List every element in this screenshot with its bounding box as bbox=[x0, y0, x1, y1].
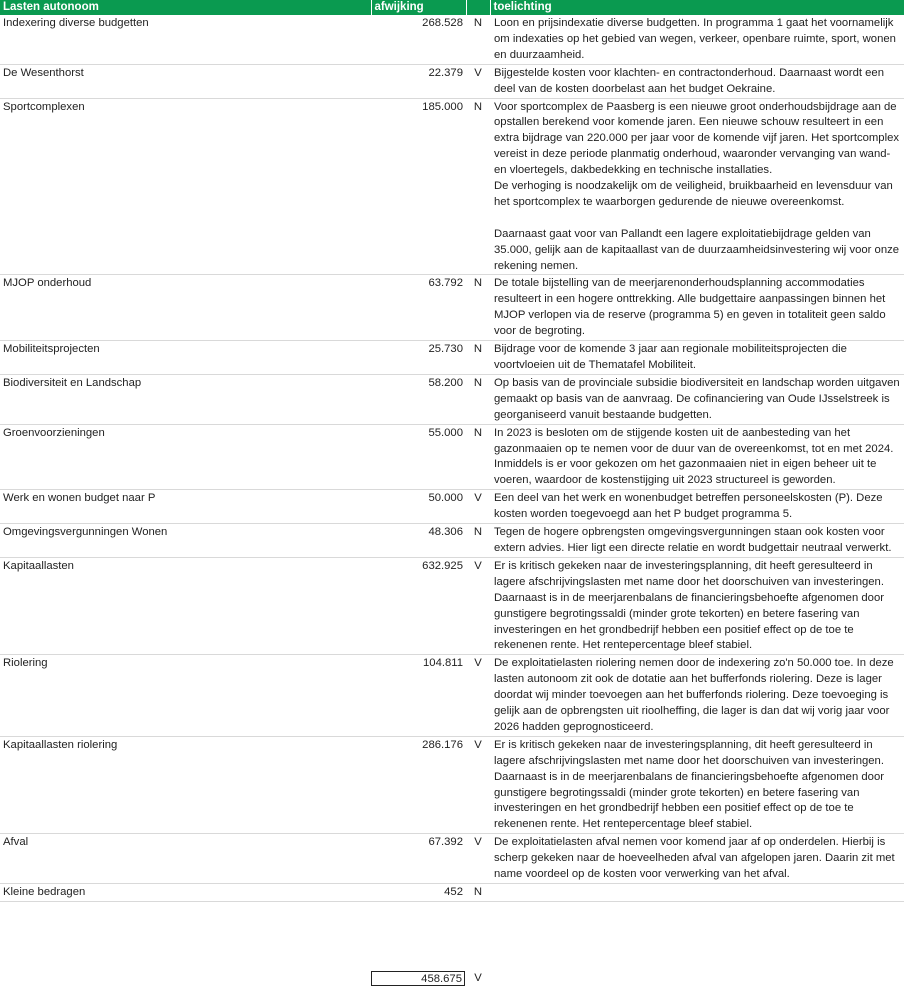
row-name: Biodiversiteit en Landschap bbox=[0, 374, 371, 424]
row-toelichting bbox=[490, 524, 904, 558]
row-toelichting bbox=[490, 655, 904, 737]
toelichting-paragraph: Bijdrage voor de komende 3 jaar aan regionale mobiliteitsprojecten die voortvloeien uit de Thematafel Mobiliteit. bbox=[494, 343, 847, 372]
row-name: Sportcomplexen bbox=[0, 98, 371, 275]
toelichting-paragraph: Voor sportcomplex de Paasberg is een nieuwe groot onderhoudsbijdrage aan de opstallen berekend voor komende jaren. Een nieuwe schouw resulteert in een extra bijdrage van 220.000 per jaar voor de komende vijf jaren. Het sportcomplex vereist in deze periode planmatig onderhoud, waaronder vervanging van wand- en vloertegels, dakbedekking en technische installaties. bbox=[494, 100, 900, 177]
row-name: Afval bbox=[0, 834, 371, 884]
row-toelichting bbox=[490, 64, 904, 98]
row-toelichting bbox=[490, 424, 904, 490]
toelichting-paragraph: Bijgestelde kosten voor klachten- en contractonderhoud. Daarnaast wordt een deel van de kosten doorbelast aan het budget Oekraine. bbox=[494, 66, 884, 95]
row-toelichting bbox=[490, 15, 904, 64]
row-toelichting bbox=[490, 557, 904, 654]
table-row bbox=[0, 424, 904, 490]
table-row bbox=[0, 374, 904, 424]
row-amount: 25.730 bbox=[371, 341, 466, 375]
row-flag: V bbox=[466, 834, 490, 884]
table-row bbox=[0, 524, 904, 558]
row-flag: N bbox=[466, 374, 490, 424]
header-flag bbox=[466, 0, 490, 15]
table-row bbox=[0, 736, 904, 833]
toelichting-paragraph: Tegen de hogere opbrengsten omgevingsvergunningen staan ook kosten voor extern advies. Hier ligt een directe relatie en wordt budgettair neutraal verwerkt. bbox=[494, 526, 892, 554]
toelichting-paragraph: De verhoging is noodzakelijk om de veiligheid, bruikbaarheid en levensduur van het sportcomplex te waarborgen gedurende de nieuwe overeenkomst. bbox=[494, 180, 893, 208]
row-amount: 67.392 bbox=[371, 834, 466, 884]
row-name: Indexering diverse budgetten bbox=[0, 15, 371, 64]
table-row bbox=[0, 490, 904, 524]
table-body bbox=[0, 15, 904, 901]
row-flag: V bbox=[466, 557, 490, 654]
row-toelichting bbox=[490, 275, 904, 341]
row-name: MJOP onderhoud bbox=[0, 275, 371, 341]
toelichting-paragraph: Een deel van het werk en wonenbudget betreffen personeelskosten (P). Deze kosten worden toegevoegd aan het P budget programma 5. bbox=[494, 492, 883, 521]
row-flag: N bbox=[466, 15, 490, 64]
row-flag: N bbox=[466, 98, 490, 275]
table-row bbox=[0, 655, 904, 737]
row-name: Riolering bbox=[0, 655, 371, 737]
row-toelichting bbox=[490, 736, 904, 833]
row-amount: 48.306 bbox=[371, 524, 466, 558]
row-toelichting bbox=[490, 341, 904, 375]
row-flag: V bbox=[466, 655, 490, 737]
row-amount: 268.528 bbox=[371, 15, 466, 64]
row-name: Kapitaallasten bbox=[0, 557, 371, 654]
row-amount: 286.176 bbox=[371, 736, 466, 833]
row-toelichting bbox=[490, 374, 904, 424]
row-amount: 50.000 bbox=[371, 490, 466, 524]
row-amount: 185.000 bbox=[371, 98, 466, 275]
row-name: Mobiliteitsprojecten bbox=[0, 341, 371, 375]
table-row bbox=[0, 341, 904, 375]
row-amount: 632.925 bbox=[371, 557, 466, 654]
toelichting-paragraph: De exploitatielasten riolering nemen door de indexering zo'n 50.000 toe. In deze lasten autonoom zit ook de dotatie aan het bufferfonds riolering. Deze is lager doordat wij minder toevoegen aan het bufferfonds riolering. Deze toevoeging is gelijk aan de opbrengsten uit rioolheffing, die lager is dan dat wij vorig jaar voor 2026 hadden geprognosticeerd. bbox=[494, 657, 894, 733]
row-flag: N bbox=[466, 341, 490, 375]
row-flag: V bbox=[466, 64, 490, 98]
row-toelichting bbox=[490, 884, 904, 902]
toelichting-paragraph: Er is kritisch gekeken naar de investeringsplanning, dit heeft geresulteerd in lagere afschrijvingslasten met name door het doorschuiven van investeringen. Daarnaast is in de meerjarenbalans de financieringsbehoefte afgenomen door gunstigere begrotingssaldi (minder grote tekorten) en betere fasering van investeringen en het grondbedrijf hebben een positief effect op de toe te rekenenen rente. Het rentepercentage bleef stabiel. bbox=[494, 559, 884, 652]
row-amount: 55.000 bbox=[371, 424, 466, 490]
row-toelichting bbox=[490, 98, 904, 275]
row-name: De Wesenthorst bbox=[0, 64, 371, 98]
toelichting-paragraph: Loon en prijsindexatie diverse budgetten. In programma 1 gaat het voornamelijk om indexaties op het gebied van wegen, verkeer, openbare ruimte, sport, wonen en duurzaamheid. bbox=[494, 17, 896, 61]
toelichting-paragraph: In 2023 is besloten om de stijgende kosten uit de aanbesteding van het gazonmaaien op te nemen voor de duur van de overeenkomst, tot en met 2024. Inmiddels is er voor gekozen om het gazonmaaien niet in eigen beheer uit te voeren, waardoor de kostenstijging uit 2023 structureel is geworden. bbox=[494, 426, 894, 487]
row-toelichting bbox=[490, 490, 904, 524]
row-amount: 22.379 bbox=[371, 64, 466, 98]
row-amount: 104.811 bbox=[371, 655, 466, 737]
row-flag: V bbox=[466, 490, 490, 524]
header-afwijking: afwijking bbox=[371, 0, 466, 15]
row-amount: 58.200 bbox=[371, 374, 466, 424]
row-name: Werk en wonen budget naar P bbox=[0, 490, 371, 524]
header-lasten-autonoom: Lasten autonoom bbox=[0, 0, 371, 15]
table-row bbox=[0, 64, 904, 98]
toelichting-paragraph: De totale bijstelling van de meerjarenonderhoudsplanning accommodaties resulteert in een hogere onttrekking. Alle budgettaire aanpassingen binnen het MJOP verlopen via de reserve (programma 5) en geven in totaliteit geen saldo voor de begroting. bbox=[494, 277, 886, 338]
row-amount: 63.792 bbox=[371, 275, 466, 341]
table-row bbox=[0, 275, 904, 341]
toelichting-paragraph: De exploitatielasten afval nemen voor komend jaar af op onderdelen. Hierbij is scherp gekeken naar de hoeveelheden afval van afgelopen jaren. Daarin zit met name voordeel op de kosten voor verwerking van het afval. bbox=[494, 836, 895, 881]
total-amount: 458.675 bbox=[371, 971, 465, 986]
row-flag: N bbox=[466, 524, 490, 558]
header-toelichting: toelichting bbox=[490, 0, 904, 15]
total-flag: V bbox=[474, 972, 482, 984]
table-header bbox=[0, 0, 904, 15]
table-row bbox=[0, 557, 904, 654]
row-name: Kleine bedragen bbox=[0, 884, 371, 902]
row-flag: N bbox=[466, 884, 490, 902]
table-row bbox=[0, 15, 904, 64]
row-flag: V bbox=[466, 736, 490, 833]
row-flag: N bbox=[466, 424, 490, 490]
table-row bbox=[0, 834, 904, 884]
row-flag: N bbox=[466, 275, 490, 341]
table-row bbox=[0, 98, 904, 275]
toelichting-paragraph: Op basis van de provinciale subsidie biodiversiteit en landschap worden uitgaven gemaakt op basis van de aanvraag. De cofinanciering van Oude IJsselstreek is georganiseerd vanuit bestaande budgetten. bbox=[494, 376, 900, 421]
row-name: Groenvoorzieningen bbox=[0, 424, 371, 490]
row-amount: 452 bbox=[371, 884, 466, 902]
toelichting-paragraph bbox=[494, 211, 902, 227]
table-row bbox=[0, 884, 904, 902]
row-name: Omgevingsvergunningen Wonen bbox=[0, 524, 371, 558]
row-name: Kapitaallasten riolering bbox=[0, 736, 371, 833]
toelichting-paragraph: Er is kritisch gekeken naar de investeringsplanning, dit heeft geresulteerd in lagere afschrijvingslasten met name door het doorschuiven van investeringen. Daarnaast is in de meerjarenbalans de financieringsbehoefte afgenomen door gunstigere begrotingssaldi (minder grote tekorten) en betere fasering van investeringen en het grondbedrijf hebben een positief effect op de toe te rekenenen rente. Het rentepercentage bleef stabiel. bbox=[494, 738, 884, 831]
row-toelichting bbox=[490, 834, 904, 884]
toelichting-paragraph: Daarnaast gaat voor van Pallandt een lagere exploitatiebijdrage gelden van 35.000, gelijk aan de kapitaallast van de duurzaamheidsinvestering wij voor onze rekening nemen. bbox=[494, 227, 900, 272]
